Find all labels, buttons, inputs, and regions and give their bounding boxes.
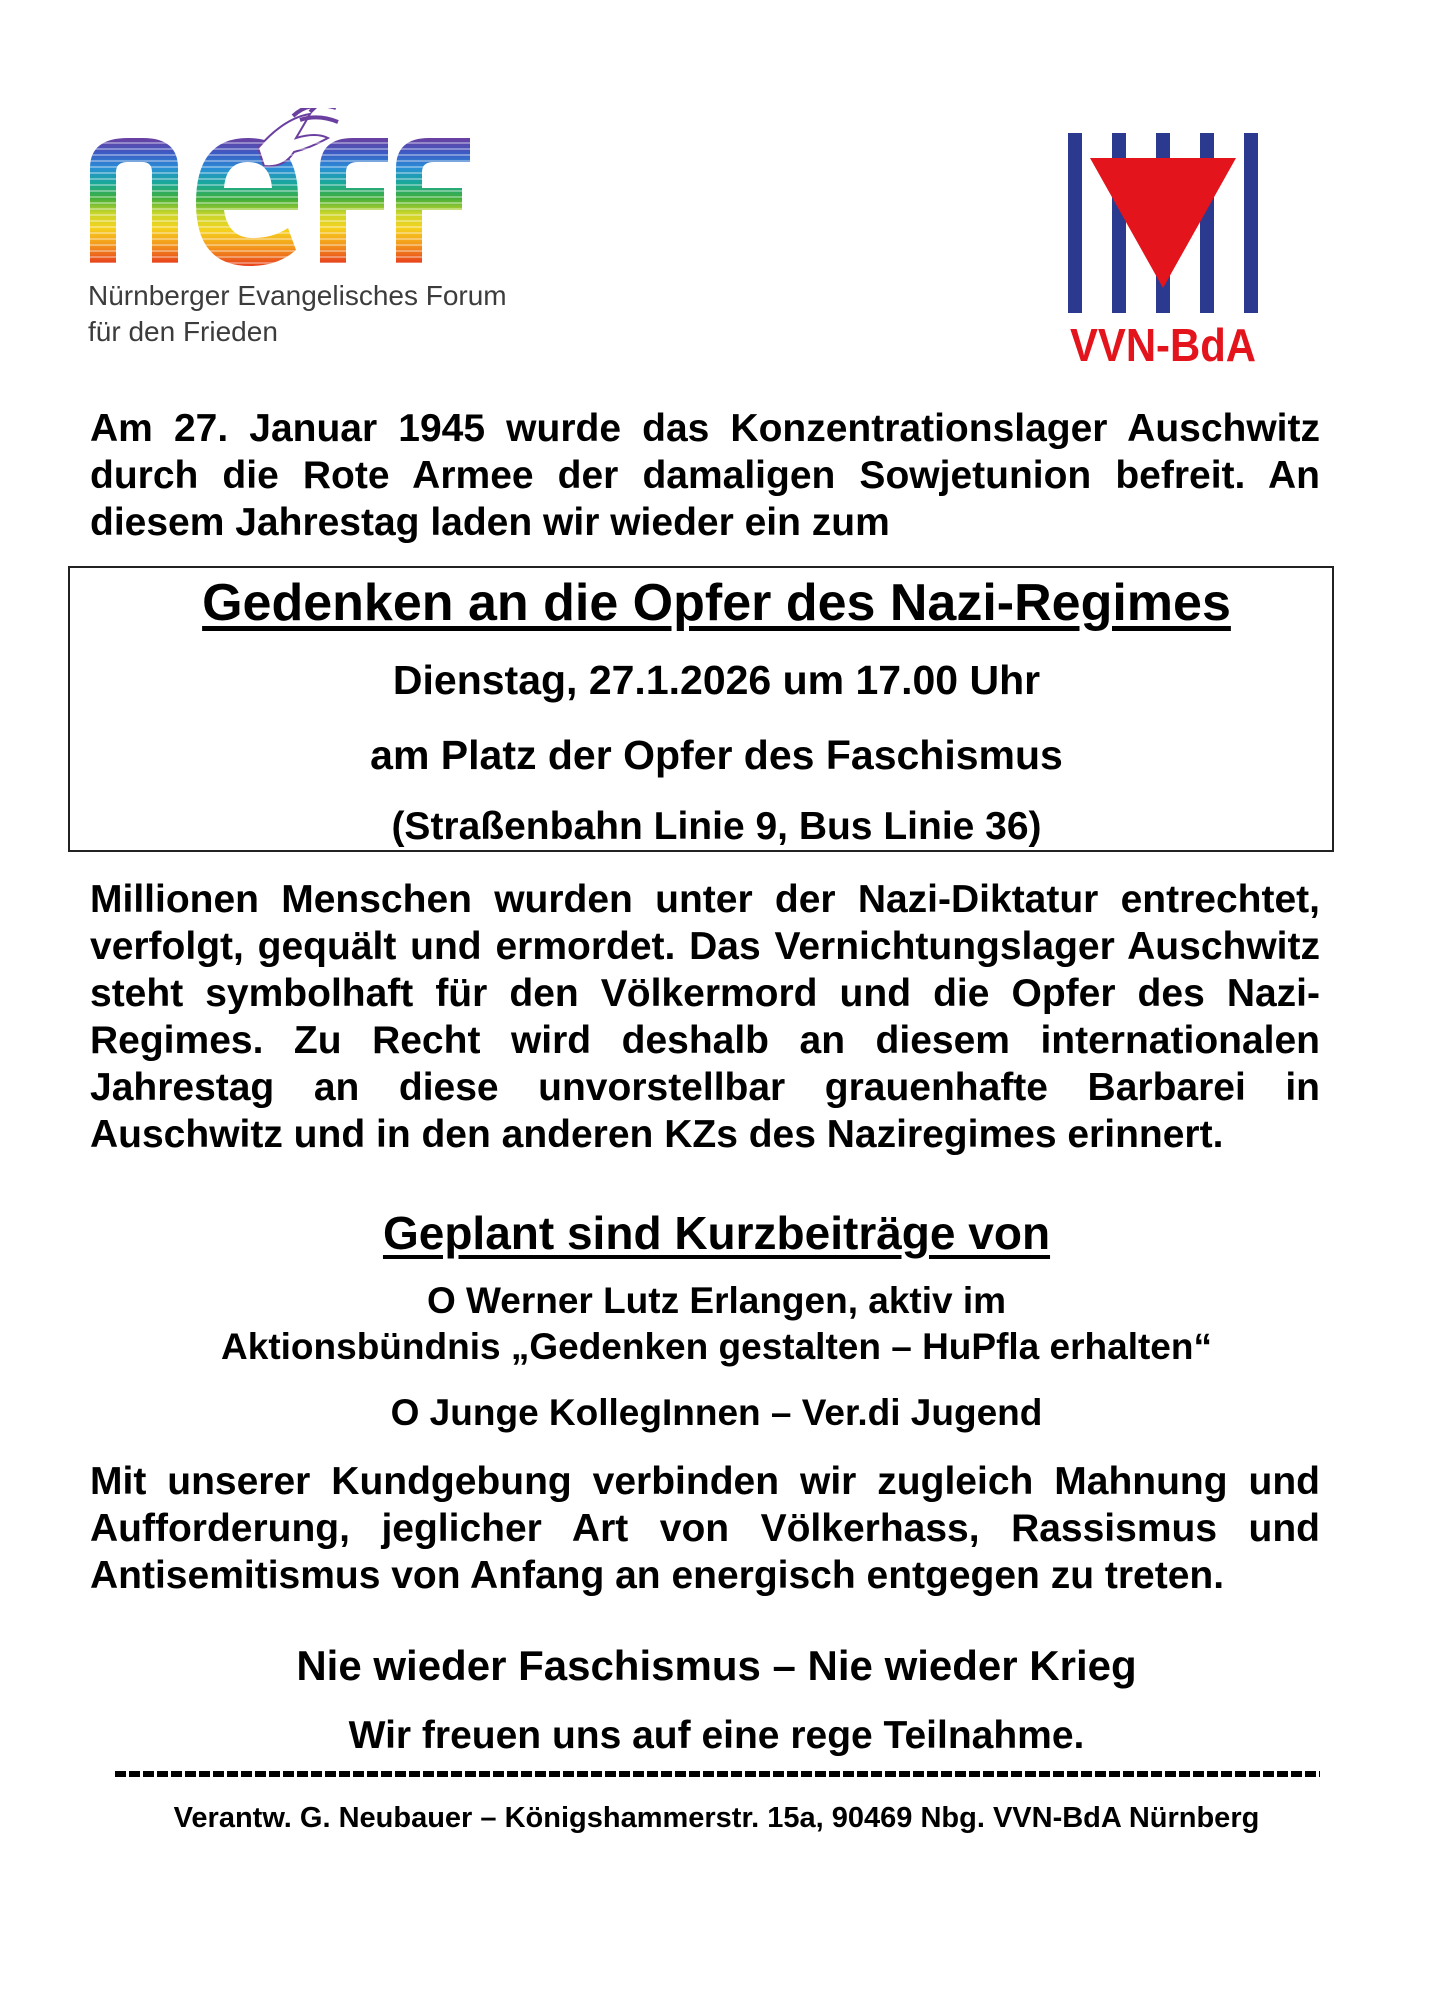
body-paragraph: Millionen Menschen wurden unter der Nazi-Diktatur entrechtet, verfolgt, gequält und ermordet. Das Vernichtungslager Auschwitz steht symbolhaft für den Völkermord und die Opfer des Nazi-Regimes. Zu Recht wird deshalb an diesem internationalen Jahrestag an diese unvorstellbar grauenhafte Barbarei in Auschwitz und in den anderen KZs des Naziregimes erinnert. [90, 878, 1320, 1156]
neff-logo-subtitle: Nürnberger Evangelisches Forum für den Frieden [88, 280, 507, 347]
svg-text:VVN-BdA: VVN-BdA [1070, 319, 1256, 371]
dashed-divider [115, 1771, 1320, 1777]
event-date: Dienstag, 27.1.2026 um 17.00 Uhr [392, 657, 1041, 703]
intro-paragraph: Am 27. Januar 1945 wurde das Konzentrationslager Auschwitz durch die Rote Armee der damaligen Sowjetunion befreit. An diesem Jahrestag laden wir wieder ein zum [90, 407, 1320, 544]
appeal-paragraph: Mit unserer Kundgebung verbinden wir zugleich Mahnung und Aufforderung, jeglicher Art von Völkerhass, Rassismus und Antisemitismus von Anfang an energisch entgegen zu treten. [90, 1460, 1320, 1597]
speaker-1-line-2: Aktionsbündnis „Gedenken gestalten – HuPfla erhalten“ [221, 1326, 1212, 1367]
slogan: Nie wieder Faschismus – Nie wieder Krieg [296, 1642, 1137, 1689]
event-place: am Platz der Opfer des Faschismus [370, 732, 1063, 778]
event-title: Gedenken an die Opfer des Nazi-Regimes [202, 574, 1231, 632]
speaker-1-line-1: O Werner Lutz Erlangen, aktiv im [426, 1280, 1007, 1321]
event-transit: (Straßenbahn Linie 9, Bus Linie 36) [391, 805, 1042, 848]
footer-imprint: Verantw. G. Neubauer – Königshammerstr. 15a, 90469 Nbg. VVN-BdA Nürnberg [173, 1802, 1260, 1834]
thanks-line: Wir freuen uns auf eine rege Teilnahme. [348, 1714, 1085, 1757]
speaker-2: O Junge KollegInnen – Ver.di Jugend [390, 1392, 1043, 1433]
vvn-bda-logo [1068, 133, 1258, 373]
planned-heading: Geplant sind Kurzbeiträge von [382, 1207, 1051, 1259]
